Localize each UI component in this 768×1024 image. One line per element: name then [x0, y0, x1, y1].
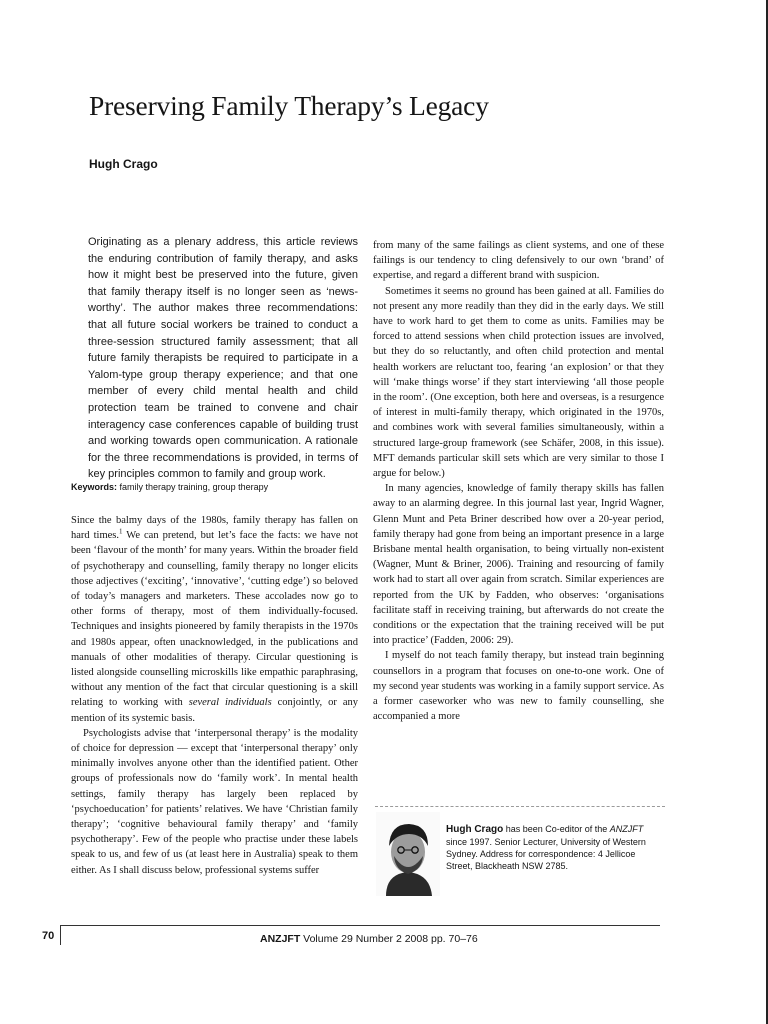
keywords-line — [71, 482, 361, 492]
body-text: Since the balmy days of the 1980s, family therapy has fallen on hard times. — [71, 515, 358, 542]
body-paragraph — [71, 513, 358, 726]
journal-citation — [260, 933, 478, 945]
author-name: Hugh Crago — [89, 157, 158, 171]
body-column-left — [71, 513, 358, 878]
keywords-text: family therapy training, group therapy — [119, 482, 269, 492]
article-title: Preserving Family Therapy’s Legacy — [89, 90, 489, 121]
bio-journal: ANZJFT — [609, 824, 644, 834]
citation-text: Volume 29 Number 2 2008 pp. 70–76 — [300, 933, 478, 945]
footnote-marker: 1 — [119, 527, 123, 536]
body-paragraph: Psychologists advise that ‘interpersonal therapy’ is the modality of choice for depression — except that ‘interpersonal therapy’ only minimally involves anyone other than the identified patient. Other groups of professionals now do ‘family work’. In mental health settings, family therapy has largely been replaced by ‘psychoeducation’ for patients’ relatives. We have ‘Christian family therapy’; ‘cognitive behavioural family therapy’ and ‘family psychotherapy’. Few of the people who practise under these labels speak to us, and few of us (at least here in Australia) speak to them either. As I shall discuss below, professional systems suffer — [71, 727, 358, 876]
author-photo — [376, 812, 440, 896]
author-bio — [446, 823, 658, 872]
bio-text: has been Co-editor of the — [503, 824, 610, 834]
footer-rule — [60, 925, 660, 926]
body-paragraph: I myself do not teach family therapy, but instead train beginning counsellors in a program that focuses on one-to-one work. One of my second year students was working in a family support service. As a former caseworker who was new to family counselling, she accompanied a more — [373, 650, 664, 723]
keywords-label: Keywords: — [71, 482, 118, 492]
bio-text: since 1997. Senior Lecturer, University of Western Sydney. Address for correspondence: 4 Jellicoe Street, Blackheath NSW 2785. — [446, 837, 646, 871]
footer-tick — [60, 925, 61, 945]
body-paragraph: In many agencies, knowledge of family therapy skills has fallen away to an alarming degree. In this journal last year, Ingrid Wagner, Glenn Munt and Peta Briner described how over a 20-year period, family therapy had gone from being an important presence in a large Brisbane mental health organisation, to being virtually non-existent (Wagner, Munt & Briner, 2006). Training and resourcing of family work had to start all over again from scratch. Similar experiences are reported from the UK by Fadden, who observes: ‘organisations facilitate staff in receiving training, but afterwards do not create the conditions or the expectation that the training received will be put into practice’ (Fadden, 2006: 29). — [373, 483, 664, 647]
body-text: conjointly, or any mention of its systemic basis. — [71, 697, 358, 724]
body-column-right — [373, 238, 664, 725]
abstract: Originating as a plenary address, this article reviews the enduring contribution of family therapy, and asks how it might best be preserved into the future, given that family therapy itself is no longer seen as ‘news-worthy’. The author makes three recommendations: that all future social workers be trained to conduct a three-session structured family assessment; that all future family therapists be required to participate in a Yalom-type group therapy experience; and that one member of every child mental health and child protection team be trained to convene and chair interagency case conferences capable of building trust and working towards open communication. A rationale for the three recommendations is provided, in terms of key principles common to family and group work. — [88, 236, 358, 481]
page-number: 70 — [42, 930, 55, 942]
body-paragraph: from many of the same failings as client systems, and one of these failings is our tendency to cling defensively to our own ‘brand’ of expertise, and regard a different brand with suspicion. — [373, 240, 664, 282]
body-text: We can pretend, but let’s face the facts: we have not been ‘flavour of the month’ for many years. Within the broader field of psychotherapy and counselling, family therapy no longer elicits those adjectives (‘exciting’, ‘innovative’, ‘cutting edge’) so beloved of today’s managers and marketers. These accolades now go to other forms of therapy, most of them individually-focused. Techniques and insights pioneered by family therapists in the 1970s and 1980s appear, often unacknowledged, in the publications and manuals of other modalities of therapy. Circular questioning is listed alongside counselling microskills like empathic paraphrasing, without any mention of the fact that circular questioning is a skill relating to working with — [71, 530, 358, 709]
body-paragraph: Sometimes it seems no ground has been gained at all. Families do not present any more readily than they did in the early days. We still have to work hard to get them to come as units. Families may be forced to attend sessions when child protection issues are involved, but they do so reluctantly, and often child protection and mental health workers are reluctant too, fearing ‘an explosion’ or that they will ‘make things worse’ if they start interviewing ‘all those people in the room’. (One exception, both here and overseas, is a resurgence of interest in multi-family therapy, which originated in the 1970s, and combines work with several families simultaneously, within a structured large-group framework (see Schäfer, 2008, in this issue). MFT demands particular skill sets which are very similar to those I argue for below.) — [373, 285, 664, 480]
bio-name: Hugh Crago — [446, 824, 504, 835]
emphasis-text: several individuals — [188, 697, 272, 709]
journal-abbrev: ANZJFT — [260, 933, 301, 945]
bio-divider — [375, 806, 665, 807]
